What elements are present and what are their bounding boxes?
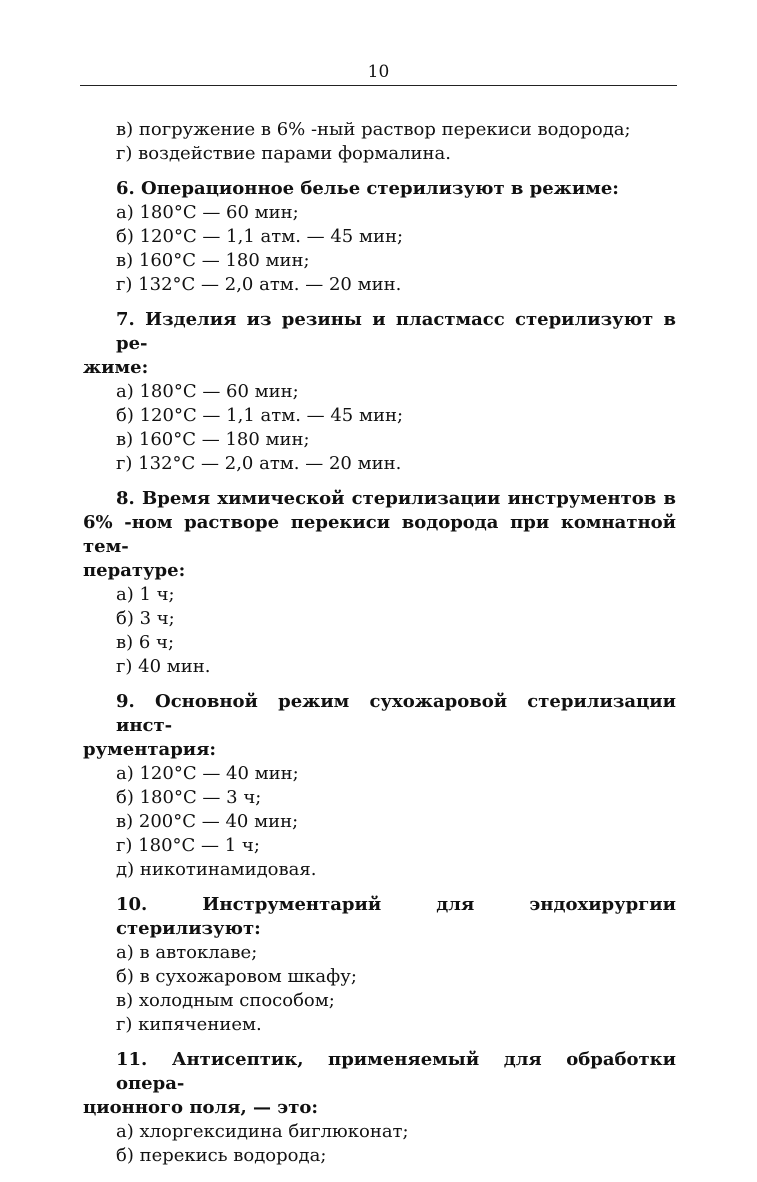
question-title-line: пературе: (83, 560, 186, 581)
question-9 (83, 690, 676, 882)
question-8 (83, 487, 676, 679)
question-10 (116, 893, 676, 1037)
question-title-line: рументария: (83, 739, 217, 760)
question-title-line: 10. Инструментарий для эндохирургии стерилизуют: (116, 894, 676, 939)
answer-option: а) 1 ч; (116, 584, 175, 605)
answer-option: г) 40 мин. (116, 656, 211, 677)
answer-option: б) 120°C — 1,1 атм. — 45 мин; (116, 226, 404, 247)
question-6 (116, 177, 676, 297)
answer-option: в) 160°C — 180 мин; (116, 429, 310, 450)
question-title (83, 308, 676, 380)
answer-option: в) 6 ч; (116, 632, 175, 653)
question-title-line: 6% -ном растворе перекиси водорода при комнатной тем- (83, 512, 676, 557)
question-title (83, 690, 676, 762)
question-title-line: ционного поля, — это: (83, 1097, 319, 1118)
header-rule (80, 85, 677, 86)
answer-option: б) 3 ч; (116, 608, 175, 629)
answer-option: в) холодным способом; (116, 990, 335, 1011)
question-title (83, 1048, 676, 1120)
answer-option: г) кипячением. (116, 1014, 262, 1035)
question-title-line: 11. Антисептик, применяемый для обработки опера- (116, 1049, 676, 1094)
answer-option: б) 120°C — 1,1 атм. — 45 мин; (116, 405, 404, 426)
answer-option: а) 120°C — 40 мин; (116, 763, 299, 784)
question-11 (83, 1048, 676, 1168)
question-title-line: 6. Операционное белье стерилизуют в режиме: (116, 178, 619, 199)
answer-option: г) воздействие парами формалина. (116, 143, 452, 164)
answer-option: г) 132°C — 2,0 атм. — 20 мин. (116, 274, 402, 295)
answer-option: а) в автоклаве; (116, 942, 258, 963)
answer-option: б) в сухожаровом шкафу; (116, 966, 357, 987)
page-body (83, 118, 676, 1168)
answer-option: г) 180°C — 1 ч; (116, 835, 260, 856)
answer-option: в) погружение в 6% -ный раствор перекиси водорода; (116, 119, 631, 140)
answer-option: а) 180°C — 60 мин; (116, 202, 299, 223)
answer-option: а) хлоргексидина биглюконат; (116, 1121, 409, 1142)
question-title (83, 487, 676, 583)
question-title-line: жиме: (83, 357, 149, 378)
answer-option: в) 200°C — 40 мин; (116, 811, 299, 832)
question-7 (83, 308, 676, 476)
answer-option: г) 132°C — 2,0 атм. — 20 мин. (116, 453, 402, 474)
answer-option: в) 160°C — 180 мин; (116, 250, 310, 271)
answer-option: д) никотинамидовая. (116, 859, 317, 880)
question-title (116, 177, 676, 201)
question-title-line: 8. Время химической стерилизации инструментов в (116, 488, 676, 509)
question-title-line: 7. Изделия из резины и пластмасс стерилизуют в ре- (116, 309, 676, 354)
answer-option: б) 180°C — 3 ч; (116, 787, 262, 808)
page-number: 10 (367, 62, 390, 82)
answer-option: а) 180°C — 60 мин; (116, 381, 299, 402)
answer-option: б) перекись водорода; (116, 1145, 327, 1166)
question-title (116, 893, 676, 941)
question-title-line: 9. Основной режим сухожаровой стерилизации инст- (116, 691, 676, 736)
